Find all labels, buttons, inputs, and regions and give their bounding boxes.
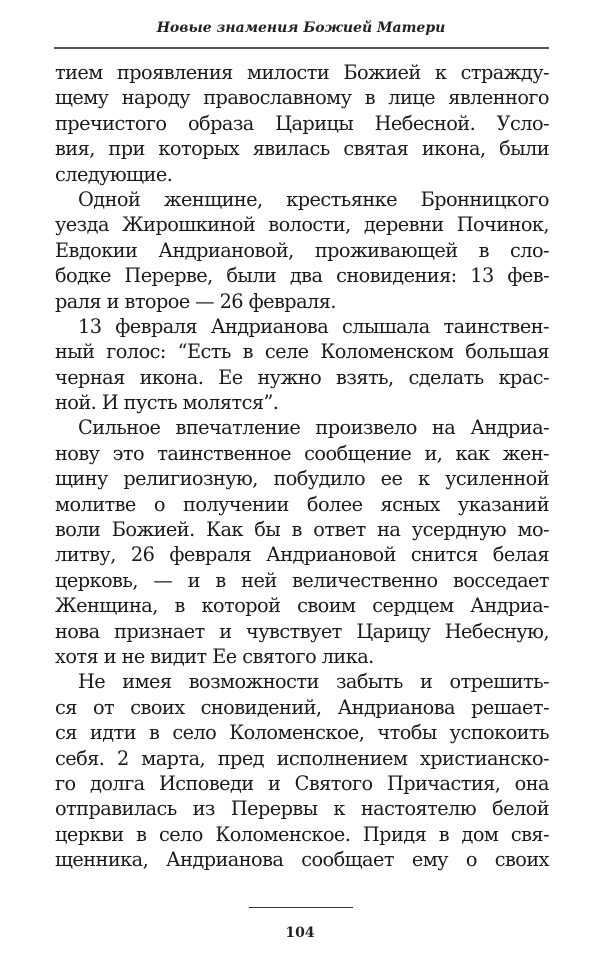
body-text (55, 60, 549, 873)
text-line: нова признает и чувствует Царицу Небесную, (55, 619, 549, 643)
footer-rule (249, 907, 353, 908)
text-line: пречистого образа Царицы Небесной. Усло- (55, 111, 549, 135)
text-line: щину религиозную, побудило ее к усиленной (55, 467, 549, 491)
text-line: Женщина, в которой своим сердцем Андриа- (55, 594, 549, 618)
text-line: церковь, — и в ней величественно восседает (55, 568, 549, 592)
text-line: хотя и не видит Ее святого лика. (55, 644, 374, 668)
paragraph (55, 669, 549, 872)
text-line: себя. 2 марта, пред исполнением христианско- (55, 746, 549, 770)
text-line: вия, при которых явилась святая икона, были (55, 137, 549, 161)
text-line: Евдокии Андриановой, проживающей в сло- (55, 238, 549, 262)
paragraph (55, 60, 549, 187)
text-line: церкви в село Коломенское. Придя в дом свя- (55, 822, 549, 846)
text-line: уезда Жирошкиной волости, деревни Починок, (55, 213, 549, 237)
text-line: щему народу православному в лице явленного (55, 86, 549, 110)
text-line: отправилась из Перервы к настоятелю белой (55, 797, 549, 821)
text-line: раля и второе — 26 февраля. (55, 289, 336, 313)
paragraph (55, 314, 549, 416)
text-line: воли Божией. Как бы в ответ на усердную мо- (55, 518, 549, 542)
text-line: ся от своих сновидений, Андрианова решает- (55, 695, 549, 719)
header-rule (54, 47, 549, 49)
running-head: Новые знамения Божией Матери (156, 20, 446, 36)
text-line: Сильное впечатление произвело на Андриа- (78, 416, 549, 440)
text-line: бодке Перерве, были два сновидения: 13 фев- (55, 264, 549, 288)
paragraph (55, 415, 549, 669)
text-line: го долга Исповеди и Святого Причастия, она (55, 771, 549, 795)
text-line: ся идти в село Коломенское, чтобы успокоить (55, 721, 549, 745)
text-line: следующие. (55, 162, 173, 186)
text-line: тием проявления милости Божией к стражду- (55, 61, 549, 84)
text-line: щенника, Андрианова сообщает ему о своих (55, 848, 549, 872)
text-line: литву, 26 февраля Андриановой снится белая (55, 543, 549, 567)
text-line: Одной женщине, крестьянке Бронницкого (78, 187, 549, 211)
text-line: Не имея возможности забыть и отрешить- (78, 670, 549, 694)
text-line: ной. И пусть молятся”. (55, 391, 279, 415)
page-number: 104 (285, 925, 315, 941)
paragraph (55, 187, 549, 314)
text-line: черная икона. Ее нужно взять, сделать крас- (55, 365, 549, 389)
text-line: ный голос: “Есть в селе Коломенском большая (55, 340, 549, 364)
text-line: нову это таинственное сообщение и, как жен- (55, 441, 549, 465)
text-line: молитве о получении более ясных указаний (55, 492, 549, 516)
text-line: 13 февраля Андрианова слышала таинствен- (78, 314, 549, 338)
